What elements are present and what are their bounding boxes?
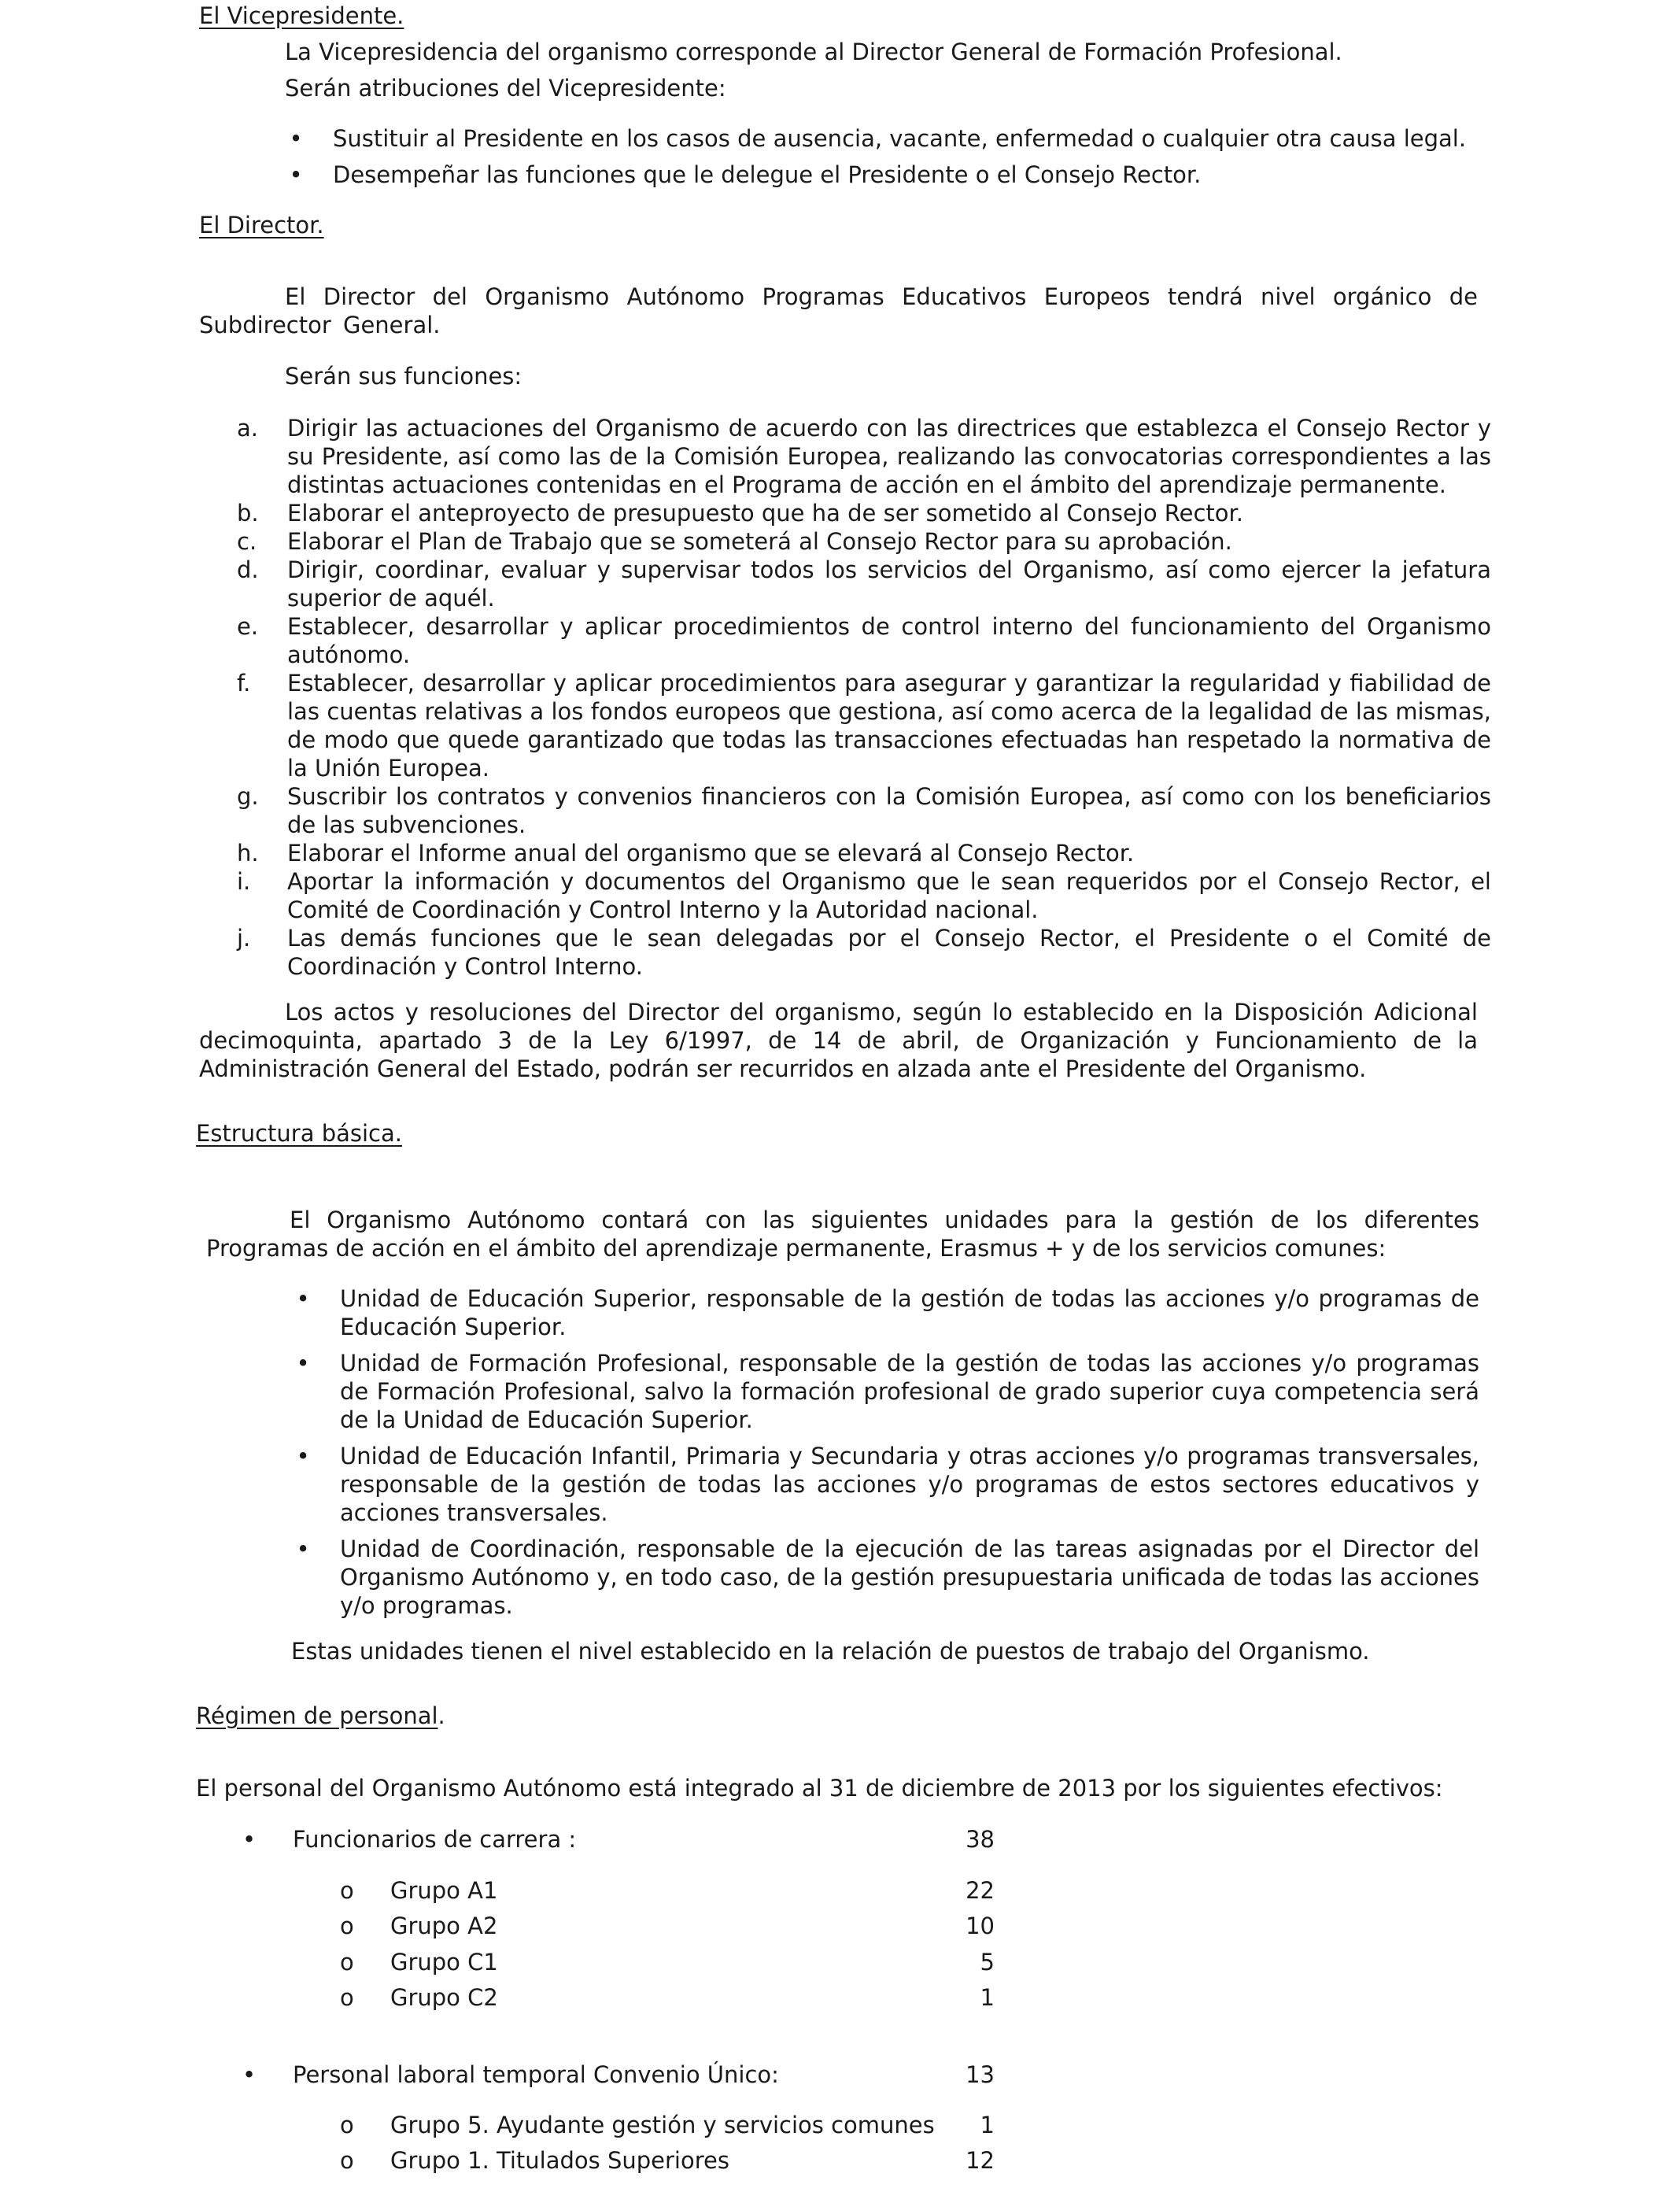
list-item-text: Desempeñar las funciones que le delegue el Presidente o el Consejo Rector. <box>333 161 1202 188</box>
list-item-text: Establecer, desarrollar y aplicar procedimientos de control interno del funcionamiento del Organismo autónomo. <box>287 613 1491 668</box>
list-item-text: Elaborar el anteproyecto de presupuesto que ha de ser sometido al Consejo Rector. <box>287 500 1244 527</box>
staff-subgroup-label: Grupo 5. Ayudante gestión y servicios comunes <box>390 2112 935 2138</box>
list-item-text: Suscribir los contratos y convenios financieros con la Comisión Europea, así como con los beneficiarios de las subvenciones. <box>287 783 1491 838</box>
list-marker: c. <box>237 528 257 555</box>
paragraph-nivel-unidades: Estas unidades tienen el nivel establecido en la relación de puestos de trabajo del Organismo. <box>291 1638 1370 1665</box>
list-item <box>237 839 1491 867</box>
list-item <box>289 124 1497 153</box>
sub-bullet-mark: o <box>340 1949 354 1975</box>
section-heading-vicepresidente: El Vicepresidente. <box>199 2 404 29</box>
list-marker: a. <box>237 415 258 442</box>
paragraph-personal-intro: El personal del Organismo Autónomo está integrado al 31 de diciembre de 2013 por los siguientes efectivos: <box>196 1775 1443 1802</box>
bullet-mark: • <box>242 1826 257 1853</box>
list-item <box>237 612 1491 669</box>
bullet-mark: • <box>296 1536 310 1562</box>
section-heading-text: Régimen de personal <box>196 1702 438 1729</box>
bullet-mark: • <box>242 2061 257 2088</box>
sub-bullet-mark: o <box>340 2147 354 2174</box>
list-item <box>296 1442 1479 1527</box>
list-marker: j. <box>237 925 251 952</box>
bullet-mark: • <box>296 1285 310 1312</box>
bullet-mark: • <box>296 1443 310 1469</box>
staff-subgroup-count: 5 <box>980 1949 995 1975</box>
staff-group-label: Personal laboral temporal Convenio Único: <box>293 2061 779 2088</box>
bullet-mark: • <box>296 1350 310 1377</box>
staff-subgroup-count: 22 <box>966 1877 995 1904</box>
list-item <box>237 499 1491 527</box>
list-item <box>237 527 1491 556</box>
funciones-list <box>237 414 1491 981</box>
list-item <box>237 556 1491 612</box>
section-heading-suffix: . <box>438 1702 445 1729</box>
list-item-text: Unidad de Formación Profesional, responsable de la gestión de todas las acciones y/o programas de Formación Profesional, salvo la formación profesional de grado superior cuya competencia será de la Unidad de Educación Superior. <box>340 1350 1479 1433</box>
list-item-text: Aportar la información y documentos del Organismo que le sean requeridos por el Consejo Rector, el Comité de Coordinación y Control Interno y la Autoridad nacional. <box>287 868 1491 923</box>
list-item <box>289 161 1497 189</box>
list-marker: f. <box>237 670 251 697</box>
list-item <box>237 669 1491 782</box>
atribuciones-list <box>289 124 1497 189</box>
staff-subgroup-label: Grupo C2 <box>390 1984 498 2011</box>
list-item <box>237 867 1491 924</box>
section-heading-director: El Director. <box>199 212 324 238</box>
staff-subgroup-count: 10 <box>966 1913 995 1939</box>
section-heading-regimen <box>196 1702 445 1730</box>
paragraph-unidades-intro: El Organismo Autónomo contará con las siguientes unidades para la gestión de los diferentes Programas de acción en el ámbito del aprendizaje permanente, Erasmus + y de los servicios comunes: <box>206 1207 1479 1262</box>
paragraph-director-nivel: El Director del Organismo Autónomo Programas Educativos Europeos tendrá nivel orgánico de Subdirector General. <box>199 283 1478 338</box>
sub-bullet-mark: o <box>340 1913 354 1939</box>
list-item-text: Elaborar el Informe anual del organismo que se elevará al Consejo Rector. <box>287 840 1135 867</box>
unidades-list <box>296 1284 1479 1620</box>
paragraph-atribuciones-intro: Serán atribuciones del Vicepresidente: <box>285 75 726 102</box>
staff-group-count: 38 <box>966 1826 995 1853</box>
list-item <box>237 414 1491 499</box>
list-item-text: Sustituir al Presidente en los casos de ausencia, vacante, enfermedad o cualquier otra causa legal. <box>333 125 1467 152</box>
list-item <box>296 1349 1479 1434</box>
list-item-text: Unidad de Educación Infantil, Primaria y Secundaria y otras acciones y/o programas transversales, responsable de la gestión de todas las acciones y/o programas de estos sectores educativos y acciones transversales. <box>340 1443 1479 1526</box>
sub-bullet-mark: o <box>340 1984 354 2011</box>
staff-subgroup-label: Grupo A1 <box>390 1877 498 1904</box>
paragraph-actos-resoluciones: Los actos y resoluciones del Director del organismo, según lo establecido en la Disposición Adicional decimoquinta, apartado 3 de la Ley 6/1997, de 14 de abril, de Organización y Funcionamiento de la Administración General del Estado, podrán ser recurridos en alzada ante el Presidente del Organismo. <box>199 999 1478 1082</box>
list-item-text: Unidad de Educación Superior, responsable de la gestión de todas las acciones y/o programas de Educación Superior. <box>340 1285 1479 1340</box>
list-item-text: Las demás funciones que le sean delegadas por el Consejo Rector, el Presidente o el Comité de Coordinación y Control Interno. <box>287 925 1491 980</box>
list-item <box>296 1535 1479 1620</box>
sub-bullet-mark: o <box>340 2112 354 2138</box>
list-marker: i. <box>237 868 251 895</box>
list-marker: b. <box>237 500 259 527</box>
list-item <box>237 924 1491 981</box>
paragraph-funciones-intro: Serán sus funciones: <box>285 363 522 390</box>
list-item <box>296 1284 1479 1341</box>
staff-group-label: Funcionarios de carrera : <box>293 1826 577 1853</box>
list-marker: e. <box>237 613 259 640</box>
paragraph-vicepresidencia: La Vicepresidencia del organismo corresponde al Director General de Formación Profesional. <box>285 39 1342 65</box>
list-item-text: Dirigir, coordinar, evaluar y supervisar todos los servicios del Organismo, así como ejercer la jefatura superior de aquél. <box>287 556 1491 612</box>
staff-subgroup-label: Grupo 1. Titulados Superiores <box>390 2147 729 2174</box>
section-heading-estructura: Estructura básica. <box>196 1120 402 1147</box>
staff-subgroup-count: 12 <box>966 2147 995 2174</box>
list-item-text: Unidad de Coordinación, responsable de la ejecución de las tareas asignadas por el Director del Organismo Autónomo y, en todo caso, de la gestión presupuestaria unificada de todas las acciones y/o programas. <box>340 1536 1479 1619</box>
staff-group-count: 13 <box>966 2061 995 2088</box>
list-item-text: Elaborar el Plan de Trabajo que se someterá al Consejo Rector para su aprobación. <box>287 528 1232 555</box>
staff-subgroup-label: Grupo C1 <box>390 1949 498 1975</box>
bullet-mark: • <box>289 125 303 152</box>
list-item <box>237 782 1491 839</box>
staff-subgroup-count: 1 <box>980 2112 995 2138</box>
staff-subgroup-count: 1 <box>980 1984 995 2011</box>
bullet-mark: • <box>289 161 303 188</box>
staff-subgroup-label: Grupo A2 <box>390 1913 498 1939</box>
list-marker: g. <box>237 783 259 810</box>
sub-bullet-mark: o <box>340 1877 354 1904</box>
list-marker: d. <box>237 556 259 583</box>
list-item-text: Establecer, desarrollar y aplicar procedimientos para asegurar y garantizar la regularidad y fiabilidad de las cuentas relativas a los fondos europeos que gestiona, así como acerca de la legalidad de las mismas, de modo que quede garantizado que todas las transacciones efectuadas han respetado la normativa de la Unión Europea. <box>287 670 1491 782</box>
list-marker: h. <box>237 840 259 867</box>
list-item-text: Dirigir las actuaciones del Organismo de acuerdo con las directrices que establezca el Consejo Rector y su Presidente, así como las de la Comisión Europea, realizando las convocatorias correspondientes a las distintas actuaciones contenidas en el Programa de acción en el ámbito del aprendizaje permanente. <box>287 415 1491 498</box>
